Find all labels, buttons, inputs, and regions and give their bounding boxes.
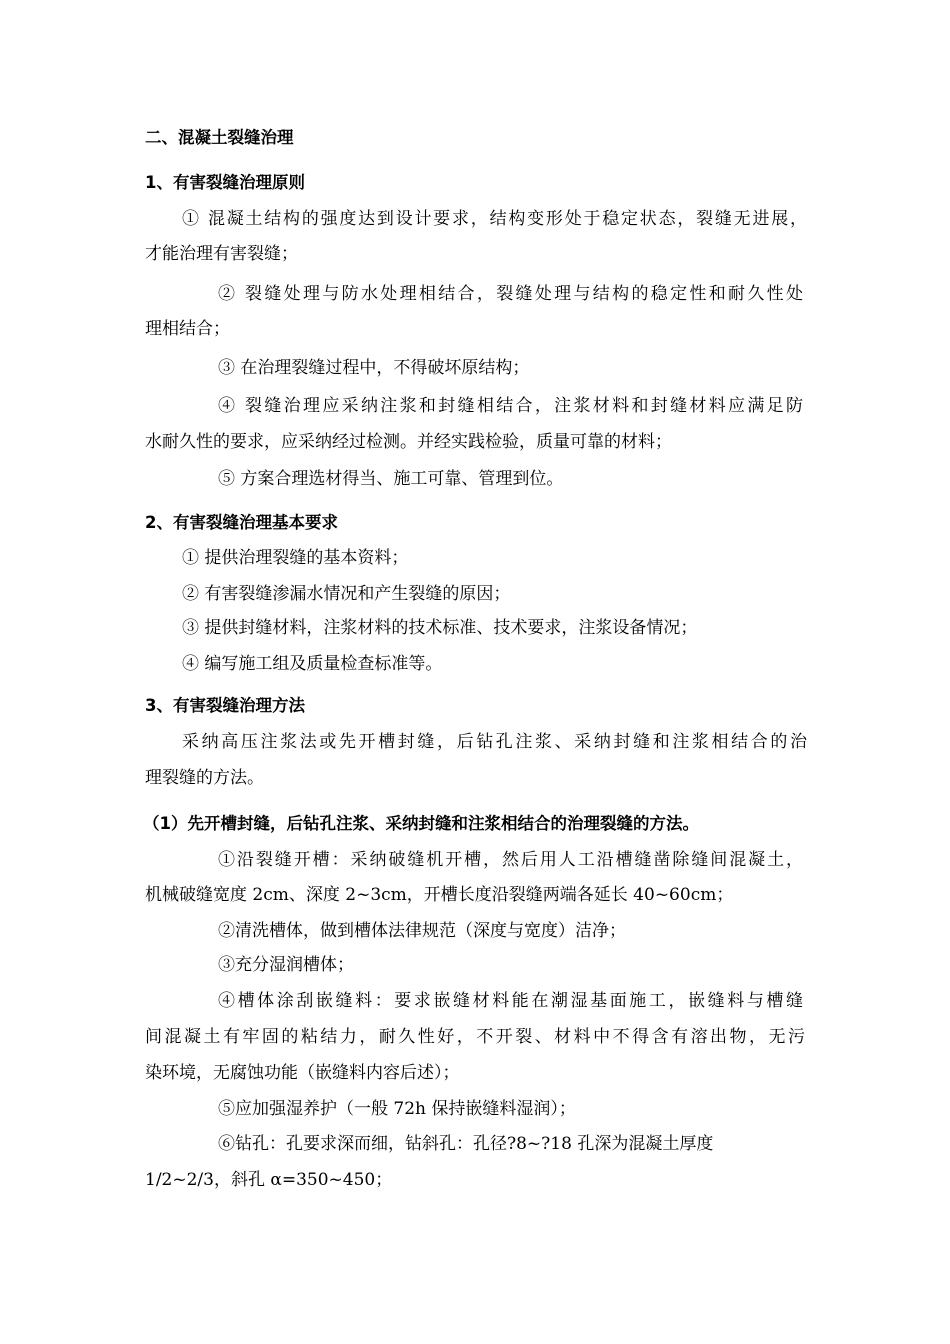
paragraph-line: 水耐久性的要求，应采纳经过检测。并经实践检验，质量可靠的材料； [145,432,672,452]
paragraph-line: ③ 提供封缝材料，注浆材料的技术标准、技术要求，注浆设备情况； [182,618,698,638]
paragraph-line: ⑥钻孔：孔要求深而细，钻斜孔：孔径?8~?18 孔深为混凝土厚度 [218,1134,714,1154]
paragraph-line: 理相结合； [145,319,230,339]
paragraph-line: 1/2~2/3，斜孔 α=350~450； [145,1170,393,1190]
heading-2: 2、有害裂缝治理基本要求 [145,513,338,532]
heading-4: （1）先开槽封缝，后钻孔注浆、采纳封缝和注浆相结合的治理裂缝的方法。 [143,814,699,833]
paragraph-line: ① 混凝土结构的强度达到设计要求，结构变形处于稳定状态，裂缝无进展， [182,209,807,229]
paragraph-line: ③充分湿润槽体； [218,955,354,975]
paragraph-line: ④ 裂缝治理应采纳注浆和封缝相结合，注浆材料和封缝材料应满足防 [218,396,803,416]
paragraph-line: 理裂缝的方法。 [145,768,264,788]
paragraph-line: ⑤ 方案合理选材得当、施工可靠、管理到位。 [218,469,564,489]
paragraph-line: ① 提供治理裂缝的基本资料； [182,548,409,568]
heading-1: 1、有害裂缝治理原则 [145,173,305,192]
paragraph-line: ④ 编写施工组及质量检查标准等。 [182,654,443,674]
paragraph-line: 间混凝土有牢固的粘结力，耐久性好，不开裂、材料中不得含有溶出物，无污 [145,1027,805,1047]
paragraph-line: ②清洗槽体，做到槽体法律规范（深度与宽度）洁净； [218,921,626,941]
section-title: 二、混凝土裂缝治理 [145,128,294,147]
paragraph-line: ①沿裂缝开槽：采纳破缝机开槽，然后用人工沿槽缝凿除缝间混凝土， [218,850,803,870]
paragraph-line: ⑤应加强湿养护（一般 72h 保持嵌缝料湿润）； [218,1099,576,1119]
paragraph-line: 机械破缝宽度 2cm、深度 2~3cm，开槽长度沿裂缝两端各延长 40~60cm； [145,885,734,905]
paragraph-line: 染环境，无腐蚀功能（嵌缝料内容后述）； [145,1063,460,1083]
heading-3: 3、有害裂缝治理方法 [145,696,305,715]
paragraph-line: ② 有害裂缝渗漏水情况和产生裂缝的原因； [182,584,511,604]
paragraph-line: ④槽体涂刮嵌缝料：要求嵌缝材料能在潮湿基面施工，嵌缝料与槽缝 [218,991,803,1011]
paragraph-line: 采纳高压注浆法或先开槽封缝，后钻孔注浆、采纳封缝和注浆相结合的治 [182,732,807,752]
paragraph-line: ② 裂缝处理与防水处理相结合，裂缝处理与结构的稳定性和耐久性处 [218,284,803,304]
paragraph-line: ③ 在治理裂缝过程中，不得破坏原结构； [218,358,530,378]
paragraph-line: 才能治理有害裂缝； [145,244,298,264]
